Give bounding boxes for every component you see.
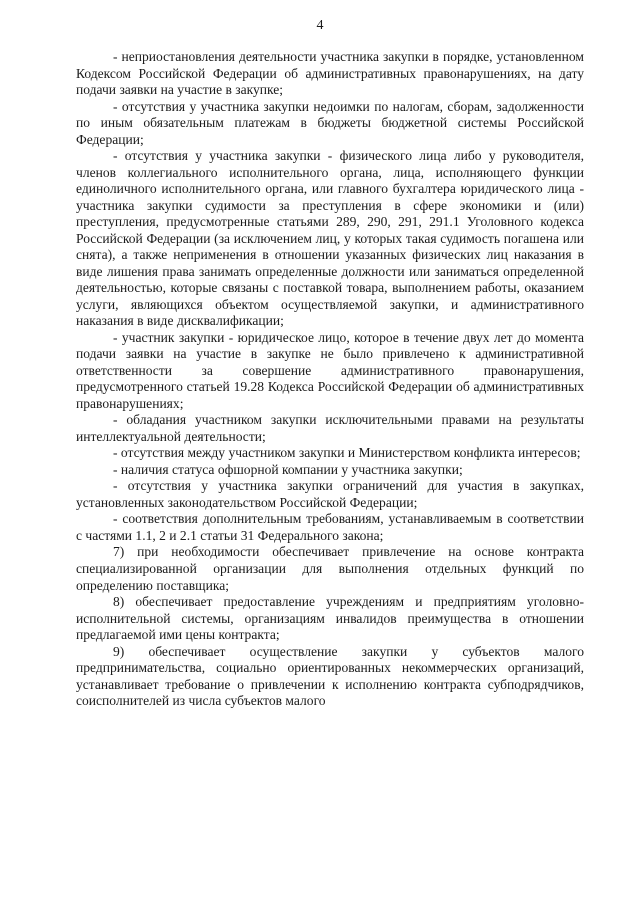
paragraph-1: - неприостановления деятельности участника закупки в порядке, установленном Кодексом Российской Федерации об административных правонарушениях, на дату подачи заявки на участие в закупке; [76, 49, 584, 98]
page-number: 4 [316, 18, 324, 33]
paragraph-5: - обладания участником закупки исключительными правами на результаты интеллектуальной деятельности; [76, 412, 584, 444]
paragraph-6: - отсутствия между участником закупки и Министерством конфликта интересов; [113, 445, 581, 461]
paragraph-11: 8) обеспечивает предоставление учреждениям и предприятиям уголовно-исполнительной системы, организациям инвалидов преимущества в отношении предлагаемой ими цены контракта; [76, 594, 584, 643]
paragraph-10: 7) при необходимости обеспечивает привлечение на основе контракта специализированной организации для выполнения отдельных функций по определению поставщика; [76, 544, 584, 593]
document-body [76, 49, 584, 710]
paragraph-12: 9) обеспечивает осуществление закупки у субъектов малого предпринимательства, социально ориентированных некоммерческих организаций, устанавливает требование о привлечении к исполнению контракта субподрядчиков, соисполнителей из числа субъектов малого [76, 643, 584, 709]
paragraph-2: - отсутствия у участника закупки недоимки по налогам, сборам, задолженности по иным обязательным платежам в бюджеты бюджетной системы Российской Федерации; [76, 98, 584, 147]
paragraph-8: - отсутствия у участника закупки ограничений для участия в закупках, установленных законодательством Российской Федерации; [76, 478, 584, 510]
paragraph-3: - отсутствия у участника закупки - физического лица либо у руководителя, членов коллегиального исполнительного органа, лица, исполняющего функции единоличного исполнительного органа, или главного бухгалтера юридического лица - участника закупки судимости за преступления в сфере экономики и (или) преступления, предусмотренные статьями 289, 290, 291, 291.1 Уголовного кодекса Российской Федерации (за исключением лиц, у которых такая судимость погашена или снята), а также неприменения в отношении указанных физических лиц наказания в виде лишения права занимать определенные должности или заниматься определенной деятельностью, которые связаны с поставкой товара, выполнением работы, оказанием услуги, являющихся объектом осуществляемой закупки, и административного наказания в виде дисквалификации; [76, 148, 584, 329]
paragraph-4: - участник закупки - юридическое лицо, которое в течение двух лет до момента подачи заявки на участие в закупке не было привлечено к административной ответственности за совершение административного правонарушения, предусмотренного статьей 19.28 Кодекса Российской Федерации об административных правонарушениях; [76, 329, 584, 411]
paragraph-7: - наличия статуса офшорной компании у участника закупки; [113, 461, 463, 477]
paragraph-9: - соответствия дополнительным требованиям, устанавливаемым в соответствии с частями 1.1, 2 и 2.1 статьи 31 Федерального закона; [76, 511, 584, 543]
